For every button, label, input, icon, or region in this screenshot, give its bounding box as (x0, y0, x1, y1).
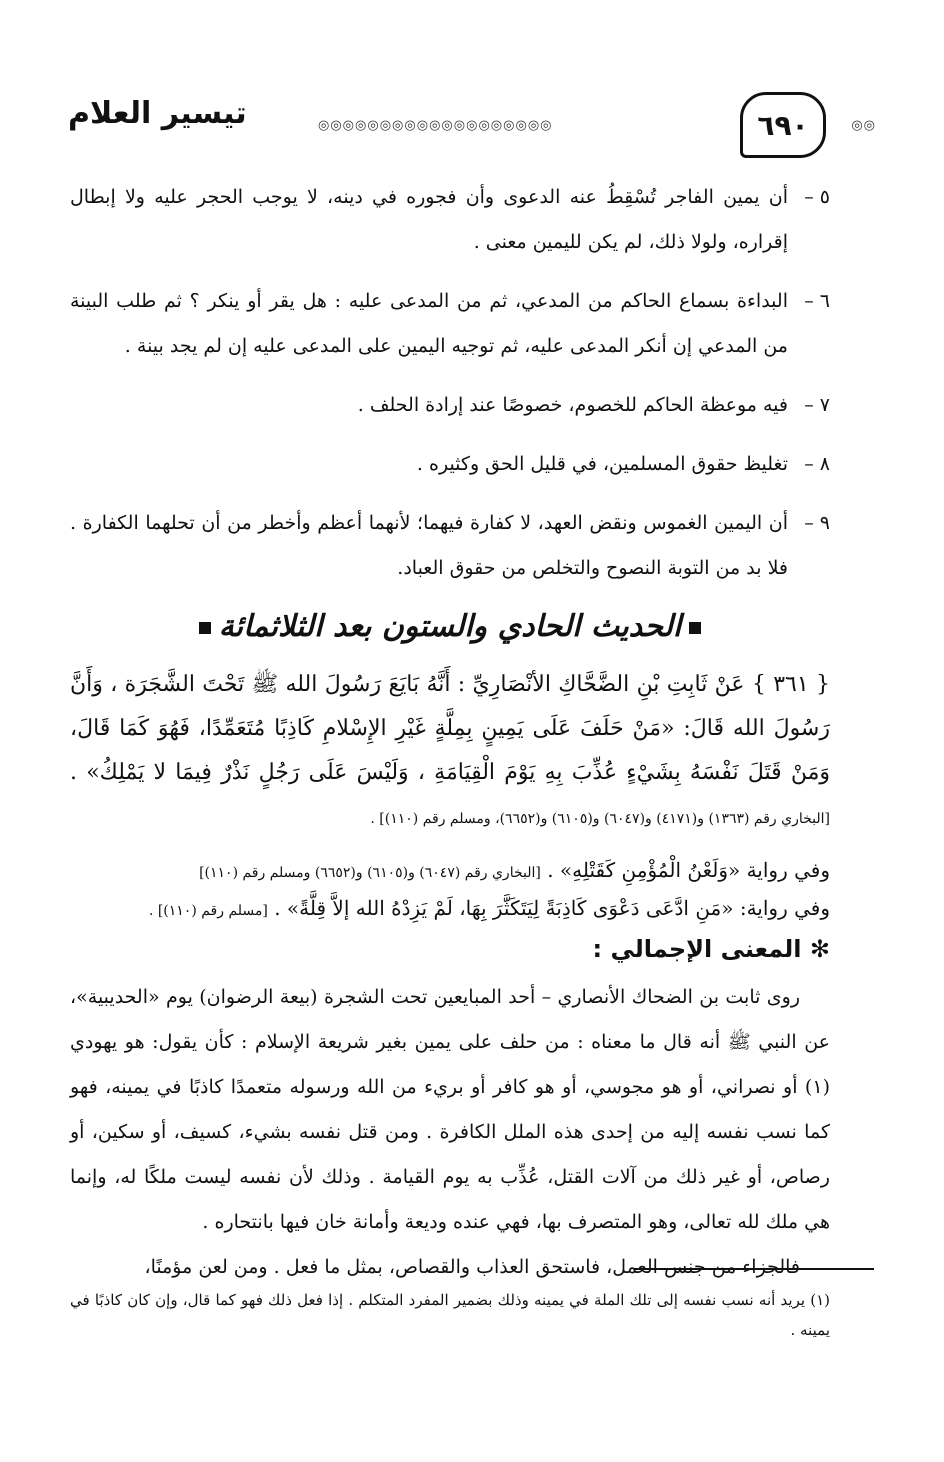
item-text: أن يمين الفاجر تُسْقِطُ عنه الدعوى وأن فجوره في دينه، لا يوجب الحجر عليه ولا إبطال إقراره، ولولا ذلك، لم يكن لليمين معنى . (70, 186, 788, 253)
hadith-heading-text: الحديث الحادي والستون بعد الثلاثمائة (218, 609, 682, 644)
square-bullet-icon (199, 622, 211, 634)
hadith-text (70, 663, 830, 839)
variant-1-text: وفي رواية «وَلَعْنُ الْمُؤْمِنِ كَقَتْلِهِ» . (547, 858, 830, 882)
square-bullet-icon (689, 622, 701, 634)
footnote: (١) يريد أنه نسب نفسه إلى تلك الملة في يمينه وذلك بضمير المفرد المتكلم . إذا فعل ذلك فهو كما قال، وإن كان كاذبًا في يمينه . (70, 1291, 830, 1339)
list-item (70, 501, 830, 591)
variant-1-reference: [البخاري رقم (٦٠٤٧) و(٦١٠٥) و(٦٦٥٢) ومسلم رقم (١١٠)] (199, 865, 541, 881)
item-number: ٥ – (804, 186, 830, 208)
list-item (70, 279, 830, 369)
hadith-heading (70, 605, 830, 649)
page-number: ٦٩٠ (740, 92, 826, 158)
item-number: ٨ – (804, 453, 830, 475)
item-text: تغليظ حقوق المسلمين، في قليل الحق وكثيره . (416, 453, 788, 475)
meaning-paragraph-2: فالجزاء من جنس العمل، فاستحق العذاب والقصاص، بمثل ما فعل . ومن لعن مؤمنًا، (144, 1256, 800, 1278)
variant-2-text: وفي رواية: «مَنِ ادَّعَى دَعْوَى كَاذِبَةً لِيَتَكَثَّرَ بِهَا، لَمْ يَزِدْهُ الله إلاَّ قِلَّةً» . (274, 896, 830, 920)
item-number: ٦ – (804, 290, 830, 312)
list-item (70, 442, 830, 487)
header-ornament-small: ◎◎ (851, 118, 876, 133)
item-text: أن اليمين الغموس ونقض العهد، لا كفارة فيهما؛ لأنهما أعظم وأخطر من أن تحلهما الكفارة . فلا بد من التوبة النصوح والتخلص من حقوق العباد. (70, 512, 788, 579)
list-item (70, 175, 830, 265)
list-item (70, 383, 830, 428)
item-text: فيه موعظة الحاكم للخصوم، خصوصًا عند إرادة الحلف . (357, 394, 788, 416)
page-header (40, 92, 904, 162)
header-ornament: ◎◎◎◎◎◎◎◎◎◎◎◎◎◎◎◎◎◎◎ (318, 118, 553, 133)
variant-2 (70, 889, 830, 927)
section-heading: ✻ المعنى الإجمالي : (592, 935, 830, 963)
item-text: البداءة بسماع الحاكم من المدعي، ثم من المدعى عليه : هل يقر أو ينكر ؟ ثم طلب البينة من المدعي إن أنكر المدعى عليه، ثم توجيه اليمين على المدعى عليه إن لم يجد بينة . (70, 290, 788, 357)
variant-1 (70, 851, 830, 889)
variant-2-reference: [مسلم رقم (١١٠)] . (148, 903, 268, 919)
item-number: ٩ – (804, 512, 830, 534)
book-title: تيسير العلام (68, 96, 247, 131)
hadith-body: { ٣٦١ } عَنْ ثَابِتِ بْنِ الضَّحَّاكِ الأنْصَارِيِّ : أَنَّهُ بَايَعَ رَسُولَ الله ﷺ تَحْتَ الشَّجَرَة ، وَأَنَّ رَسُولَ الله قَالَ: «مَنْ حَلَفَ عَلَى يَمِينٍ بِمِلَّةٍ غَيْرِ الإِسْلامِ كَاذِبًا مُتَعَمِّدًا، فَهُوَ كَمَا قَالَ، وَمَنْ قَتَلَ نَفْسَهُ بِشَيْءٍ عُذِّبَ بِهِ يَوْمَ الْقِيَامَةِ ، وَلَيْسَ عَلَى رَجُلٍ نَذْرٌ فِيمَا لا يَمْلِكُ» . (70, 672, 830, 785)
hadith-reference: [البخاري رقم (١٣٦٣) و(٤١٧١) و(٦٠٤٧) و(٦١٠٥) و(٦٦٥٢)، ومسلم رقم (١١٠)] . (370, 811, 830, 827)
item-number: ٧ – (804, 394, 830, 416)
page-body (70, 175, 830, 1290)
footnote-divider (634, 1268, 874, 1270)
meaning-paragraph: روى ثابت بن الضحاك الأنصاري – أحد المبايعين تحت الشجرة (بيعة الرضوان) يوم «الحديبية»، عن النبي ﷺ أنه قال ما معناه : من حلف على يمين بغير شريعة الإسلام : كأن يقول: هو يهودي (١) أو نصراني، أو هو مجوسي، أو هو كافر أو بريء من الله ورسوله متعمدًا كاذبًا في يمينه، فهو كما نسب نفسه إليه من إحدى هذه الملل الكافرة . ومن قتل نفسه بشيء، كسيف، أو سكين، أو رصاص، أو غير ذلك من آلات القتل، عُذِّب به يوم القيامة . وذلك لأن نفسه ليست ملكًا له، وإنما هي ملك لله تعالى، وهو المتصرف بها، فهي عنده وديعة وأمانة خان فيها بانتحاره . (70, 986, 830, 1233)
